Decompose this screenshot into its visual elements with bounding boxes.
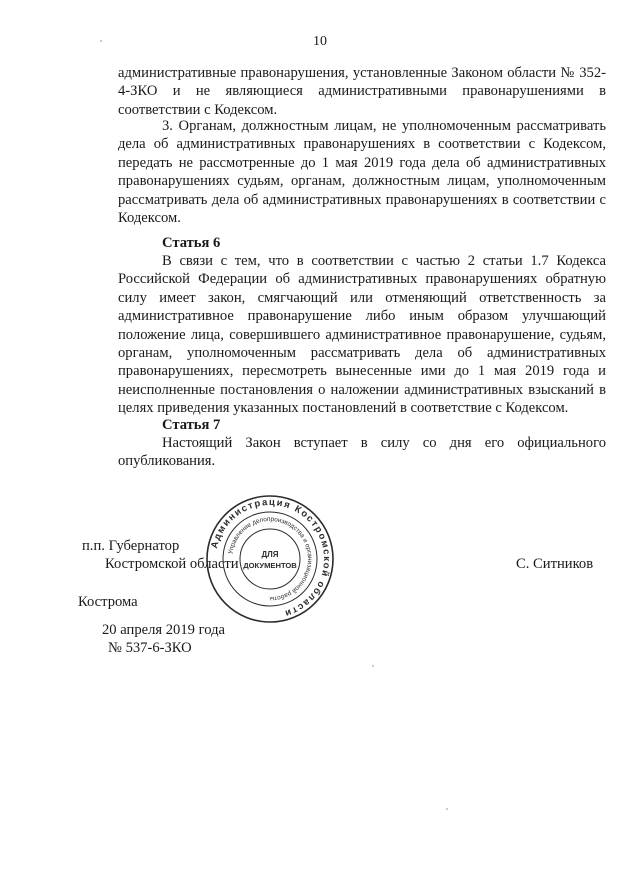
paragraph-text: Настоящий Закон вступает в силу со дня его официального опубликования.: [118, 435, 606, 470]
article-7-body: [118, 434, 606, 471]
paragraph-text: В связи с тем, что в соответствии с частью 2 статьи 1.7 Кодекса Российской Федерации об административных правонарушениях обратную силу имеет закон, смягчающий или отменяющий ответственность за административное правонарушение либо иным образом улучшающий положение лица, совершившего административное правонарушение, судьям, органам, уполномоченным рассматривать дела об административных правонарушениях, пересмотреть вынесенные ими до 1 мая 2019 года и неисполненные постановления о наложении административных взысканий в целях приведения указанных постановлений в соответствие с Кодексом.: [118, 253, 606, 417]
law-number: № 537-6-ЗКО: [108, 640, 192, 656]
stamp-outer-ring: [207, 496, 333, 622]
signing-city: Кострома: [78, 594, 138, 610]
paragraph-continuation: [118, 64, 606, 119]
governor-title: п.п. Губернатор: [82, 538, 180, 554]
stamp-middle-ring: [223, 512, 317, 606]
signing-date: 20 апреля 2019 года: [102, 622, 225, 638]
article-6-heading: Статья 6: [162, 235, 221, 251]
stamp-center-line-1: ДЛЯ: [261, 550, 279, 559]
paragraph-item-3: [118, 117, 606, 227]
stamp-inner-text: Управление делопроизводства и организационной работы: [227, 515, 314, 603]
scan-speck: [372, 665, 374, 667]
article-6-body: [118, 252, 606, 418]
page-number: 10: [313, 34, 327, 49]
scan-speck: [100, 40, 102, 42]
stamp-inner-ring: [240, 529, 300, 589]
paragraph-text: административные правонарушения, установленные Законом области № 352-4-ЗКО и не являющиеся административными правонарушениями в соответствии с Кодексом.: [118, 65, 606, 118]
scan-speck: [446, 808, 448, 810]
article-7-heading: Статья 7: [162, 417, 221, 433]
official-stamp: [205, 494, 335, 624]
governor-name: С. Ситников: [516, 556, 594, 572]
stamp-center-line-2: ДОКУМЕНТОВ: [243, 561, 297, 570]
stamp-outer-text: Администрация Костромской области: [209, 496, 333, 620]
paragraph-text: 3. Органам, должностным лицам, не уполномоченным рассматривать дела об административных правонарушениях в соответствии с Кодексом, передать не рассмотренные до 1 мая 2019 года дела об административных правонарушениях судьям, органам, должностным лицам, уполномоченным рассматривать дела об административных правонарушениях в соответствии с Кодексом.: [118, 118, 606, 227]
governor-region: Костромской области: [105, 556, 239, 572]
